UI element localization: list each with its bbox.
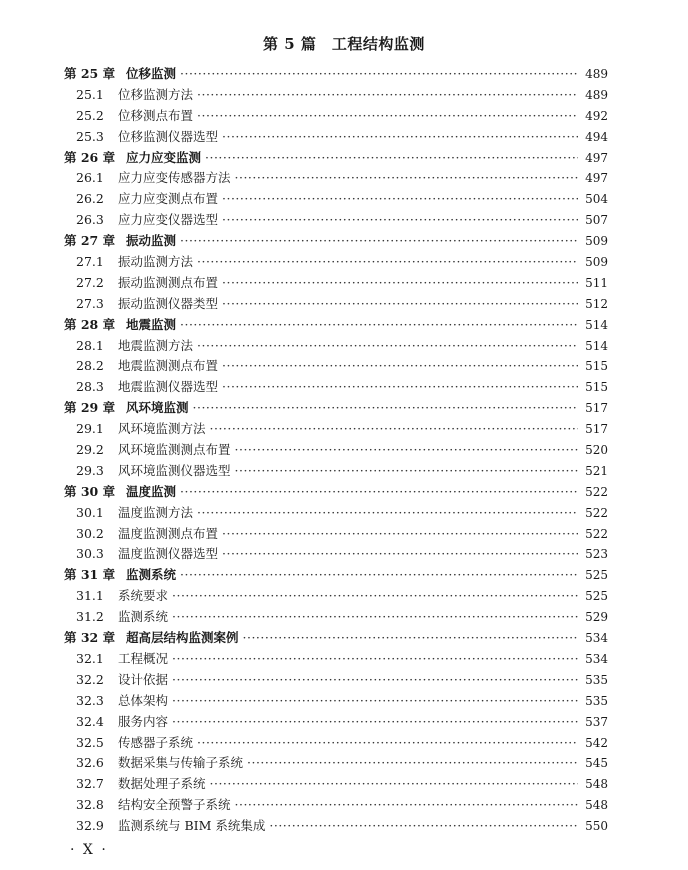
part-title: 第 5 篇 工程结构监测: [263, 35, 425, 53]
toc-entry-number: 第 25 章: [64, 66, 116, 81]
toc-section-row: [64, 210, 608, 231]
toc-entry-title: 位移监测方法: [118, 86, 194, 102]
toc-entry-title: 总体架构: [118, 692, 169, 708]
toc-chapter-row: [64, 482, 608, 503]
toc-entry-title: 温度监测仪器选型: [118, 546, 219, 562]
toc-entry-page: 550: [585, 819, 608, 834]
toc-entry-title: 监测系统: [118, 609, 169, 625]
toc-section-row: [64, 336, 608, 357]
toc-entry-page: 529: [585, 610, 608, 625]
toc-leader-dots: [222, 524, 578, 545]
toc-entry-title: 温度监测方法: [118, 504, 194, 520]
toc-entry-page: 511: [585, 275, 608, 290]
toc-entry-title: 超高层结构监测案例: [126, 630, 239, 646]
toc-entry-number: 28.3: [76, 379, 104, 395]
toc-entry-page: 542: [585, 735, 608, 750]
toc-entry-number: 第 31 章: [64, 567, 116, 583]
toc-section-row: [64, 691, 608, 712]
toc-leader-dots: [193, 398, 578, 419]
toc-entry-number: 31.1: [76, 588, 104, 604]
toc-leader-dots: [197, 252, 578, 273]
toc-entry-page: 489: [585, 87, 608, 102]
toc-entry-number: 32.8: [76, 797, 104, 813]
toc-entry-page: 504: [585, 192, 608, 207]
toc-entry-number: 27.3: [76, 295, 104, 311]
toc-section-row: [64, 106, 608, 127]
toc-entry-title: 温度监测: [126, 483, 177, 499]
toc-entry-title: 数据采集与传输子系统: [118, 755, 244, 771]
toc-entry-title: 风环境监测测点布置: [118, 442, 231, 458]
toc-section-row: [64, 795, 608, 816]
toc-entry-title: 地震监测测点布置: [118, 358, 219, 374]
toc-entry-page: 494: [585, 129, 608, 144]
toc-chapter-row: [64, 628, 608, 649]
toc-entry-number: 第 32 章: [64, 630, 116, 646]
toc-entry-title: 位移监测: [126, 66, 177, 81]
toc-entry-number: 28.2: [76, 358, 104, 374]
toc-section-row: [64, 377, 608, 398]
toc-section-row: [64, 670, 608, 691]
toc-entry-page: 509: [585, 255, 608, 270]
toc-leader-dots: [172, 607, 578, 628]
toc-entry-page: 522: [585, 526, 608, 541]
toc-leader-dots: [197, 733, 578, 754]
toc-leader-dots: [197, 106, 578, 127]
toc-leader-dots: [172, 649, 578, 670]
toc-entry-page: 522: [585, 484, 608, 499]
toc-section-row: [64, 524, 608, 545]
toc-leader-dots: [235, 461, 578, 482]
toc-section-row: [64, 544, 608, 565]
toc-section-row: [64, 294, 608, 315]
toc-entry-title: 地震监测仪器选型: [118, 379, 219, 395]
toc-entry-page: 517: [585, 401, 608, 416]
toc-leader-dots: [205, 148, 578, 169]
toc-leader-dots: [210, 774, 578, 795]
toc-entry-title: 系统要求: [118, 588, 169, 604]
toc-entry-page: 525: [585, 568, 608, 583]
toc-leader-dots: [180, 565, 578, 586]
toc-entry-title: 传感器子系统: [118, 734, 194, 750]
toc-entry-number: 32.5: [76, 734, 104, 750]
toc-entry-number: 31.2: [76, 609, 104, 625]
toc-entry-title: 应力应变仪器选型: [118, 212, 219, 228]
toc-entry-number: 25.2: [76, 107, 104, 123]
toc-entry-page: 497: [585, 171, 608, 186]
toc-section-row: [64, 586, 608, 607]
toc-section-row: [64, 168, 608, 189]
toc-leader-dots: [222, 273, 578, 294]
toc-entry-title: 应力应变监测: [126, 149, 202, 165]
page-number: · X ·: [70, 842, 108, 858]
toc-entry-number: 第 28 章: [64, 316, 116, 332]
toc-entry-page: 537: [585, 714, 608, 729]
toc-leader-dots: [222, 210, 578, 231]
toc-leader-dots: [172, 586, 578, 607]
toc-entry-page: 507: [585, 213, 608, 228]
table-of-contents: [64, 64, 608, 837]
toc-entry-number: 32.7: [76, 776, 104, 792]
toc-chapter-row: [64, 231, 608, 252]
toc-entry-title: 位移测点布置: [118, 107, 194, 123]
toc-entry-title: 工程概况: [118, 650, 169, 666]
toc-entry-number: 29.1: [76, 421, 104, 437]
toc-entry-title: 风环境监测仪器选型: [118, 462, 231, 478]
toc-entry-page: 535: [585, 693, 608, 708]
toc-leader-dots: [235, 440, 578, 461]
toc-chapter-row: [64, 64, 608, 85]
toc-entry-number: 第 26 章: [64, 149, 116, 165]
toc-entry-number: 32.4: [76, 713, 104, 729]
toc-section-row: [64, 461, 608, 482]
toc-entry-title: 地震监测方法: [118, 337, 194, 353]
toc-entry-page: 509: [585, 234, 608, 249]
toc-leader-dots: [235, 795, 578, 816]
toc-entry-title: 温度监测测点布置: [118, 525, 219, 541]
toc-leader-dots: [222, 127, 578, 148]
toc-leader-dots: [180, 482, 578, 503]
toc-entry-title: 监测系统: [126, 567, 177, 583]
toc-leader-dots: [247, 753, 578, 774]
toc-entry-number: 29.2: [76, 442, 104, 458]
toc-leader-dots: [222, 377, 578, 398]
toc-leader-dots: [197, 503, 578, 524]
toc-entry-number: 28.1: [76, 337, 104, 353]
toc-entry-title: 结构安全预警子系统: [118, 797, 231, 813]
toc-entry-number: 29.3: [76, 462, 104, 478]
toc-leader-dots: [210, 419, 578, 440]
toc-entry-title: 服务内容: [118, 713, 169, 729]
toc-leader-dots: [172, 712, 578, 733]
toc-entry-page: 517: [585, 422, 608, 437]
toc-entry-page: 497: [585, 150, 608, 165]
toc-entry-title: 应力应变测点布置: [118, 191, 219, 207]
toc-entry-title: 振动监测: [126, 233, 177, 249]
toc-entry-title: 地震监测: [126, 316, 177, 332]
toc-chapter-row: [64, 148, 608, 169]
toc-entry-number: 30.2: [76, 525, 104, 541]
toc-entry-number: 25.3: [76, 128, 104, 144]
toc-entry-number: 30.1: [76, 504, 104, 520]
toc-entry-page: 492: [585, 108, 608, 123]
toc-section-row: [64, 712, 608, 733]
toc-section-row: [64, 127, 608, 148]
toc-entry-title: 应力应变传感器方法: [118, 170, 231, 186]
toc-entry-page: 548: [585, 798, 608, 813]
toc-section-row: [64, 273, 608, 294]
toc-section-row: [64, 733, 608, 754]
toc-entry-page: 534: [585, 631, 608, 646]
toc-entry-title: 振动监测测点布置: [118, 274, 219, 290]
toc-section-row: [64, 419, 608, 440]
toc-entry-page: 521: [585, 463, 608, 478]
toc-leader-dots: [222, 294, 578, 315]
toc-entry-number: 27.1: [76, 254, 104, 270]
toc-entry-title: 振动监测仪器类型: [118, 295, 219, 311]
toc-section-row: [64, 816, 608, 837]
toc-leader-dots: [172, 670, 578, 691]
toc-section-row: [64, 440, 608, 461]
toc-leader-dots: [180, 315, 578, 336]
toc-entry-number: 32.2: [76, 671, 104, 687]
toc-leader-dots: [172, 691, 578, 712]
toc-leader-dots: [235, 168, 578, 189]
toc-entry-page: 523: [585, 547, 608, 562]
toc-section-row: [64, 503, 608, 524]
toc-entry-number: 第 27 章: [64, 233, 116, 249]
toc-leader-dots: [197, 336, 578, 357]
toc-leader-dots: [222, 356, 578, 377]
toc-section-row: [64, 649, 608, 670]
toc-entry-number: 第 30 章: [64, 483, 116, 499]
toc-chapter-row: [64, 565, 608, 586]
toc-section-row: [64, 774, 608, 795]
toc-entry-page: 522: [585, 505, 608, 520]
toc-entry-page: 512: [585, 296, 608, 311]
toc-entry-number: 26.3: [76, 212, 104, 228]
toc-entry-number: 26.1: [76, 170, 104, 186]
toc-leader-dots: [180, 231, 578, 252]
toc-entry-page: 514: [585, 338, 608, 353]
toc-leader-dots: [243, 628, 578, 649]
toc-entry-page: 545: [585, 756, 608, 771]
toc-section-row: [64, 753, 608, 774]
toc-entry-title: 设计依据: [118, 671, 169, 687]
toc-entry-title: 监测系统与 BIM 系统集成: [118, 818, 266, 834]
toc-entry-number: 32.6: [76, 755, 104, 771]
toc-entry-title: 风环境监测: [126, 400, 189, 416]
toc-leader-dots: [197, 85, 578, 106]
toc-entry-page: 515: [585, 380, 608, 395]
toc-chapter-row: [64, 398, 608, 419]
toc-section-row: [64, 607, 608, 628]
toc-entry-page: 515: [585, 359, 608, 374]
toc-section-row: [64, 356, 608, 377]
toc-leader-dots: [269, 816, 578, 837]
toc-entry-page: 520: [585, 443, 608, 458]
toc-entry-number: 32.1: [76, 650, 104, 666]
toc-entry-page: 489: [585, 67, 608, 81]
toc-entry-page: 548: [585, 777, 608, 792]
toc-entry-number: 32.9: [76, 818, 104, 834]
toc-chapter-row: [64, 315, 608, 336]
toc-leader-dots: [222, 544, 578, 565]
toc-entry-number: 第 29 章: [64, 400, 116, 416]
toc-entry-title: 振动监测方法: [118, 254, 194, 270]
toc-entry-title: 数据处理子系统: [118, 776, 206, 792]
toc-entry-title: 风环境监测方法: [118, 421, 206, 437]
toc-entry-number: 26.2: [76, 191, 104, 207]
toc-entry-number: 25.1: [76, 86, 104, 102]
toc-section-row: [64, 85, 608, 106]
toc-entry-page: 535: [585, 672, 608, 687]
toc-entry-page: 534: [585, 651, 608, 666]
toc-entry-page: 525: [585, 589, 608, 604]
toc-leader-dots: [180, 64, 578, 85]
toc-entry-number: 32.3: [76, 692, 104, 708]
toc-entry-title: 位移监测仪器选型: [118, 128, 219, 144]
toc-section-row: [64, 189, 608, 210]
toc-section-row: [64, 252, 608, 273]
toc-entry-page: 514: [585, 317, 608, 332]
toc-entry-number: 27.2: [76, 274, 104, 290]
toc-entry-number: 30.3: [76, 546, 104, 562]
toc-leader-dots: [222, 189, 578, 210]
